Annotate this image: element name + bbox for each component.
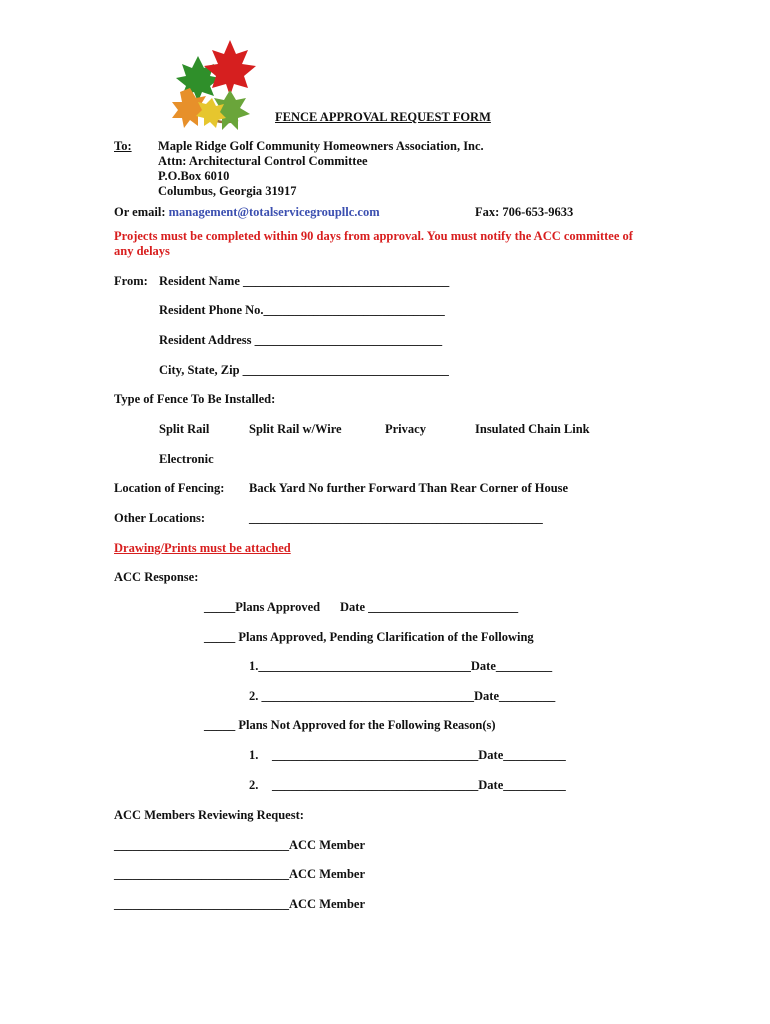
city-state-zip-field[interactable]: City, State, Zip _________________________________ xyxy=(159,363,449,377)
reason-2-field[interactable]: _________________________________Date__________ xyxy=(272,778,566,792)
resident-address-field[interactable]: Resident Address ______________________________ xyxy=(159,333,443,347)
fence-option-split-rail-wire[interactable]: Split Rail w/Wire xyxy=(249,422,342,436)
acc-member-signature-1[interactable]: ____________________________ACC Member xyxy=(114,838,366,852)
fence-option-privacy[interactable]: Privacy xyxy=(385,422,426,436)
other-locations-field[interactable]: _______________________________________________ xyxy=(249,511,543,525)
location-value: Back Yard No further Forward Than Rear Corner of House xyxy=(249,481,569,495)
notice-line-2: any delays xyxy=(114,244,170,258)
not-approved-field[interactable]: _____ Plans Not Approved for the Following Reason(s) xyxy=(204,718,496,732)
email-link[interactable]: management@totalservicegroupllc.com xyxy=(168,205,380,219)
reason-2-number: 2. xyxy=(249,778,259,792)
location-label: Location of Fencing: xyxy=(114,481,225,495)
resident-name-field[interactable]: Resident Name _________________________________ xyxy=(159,274,450,288)
acc-member-signature-2[interactable]: ____________________________ACC Member xyxy=(114,867,366,881)
reason-1-field[interactable]: _________________________________Date__________ xyxy=(272,748,566,762)
approved-date-field[interactable]: Date ________________________ xyxy=(340,600,519,614)
pending-item-2[interactable]: 2. __________________________________Date_________ xyxy=(249,689,556,703)
email-line xyxy=(114,205,380,220)
maple-leaves-logo xyxy=(168,38,268,138)
to-label: To: xyxy=(114,139,132,153)
reason-1-number: 1. xyxy=(249,748,259,762)
address-line-1: Maple Ridge Golf Community Homeowners Association, Inc. xyxy=(158,139,484,153)
notice-line-1: Projects must be completed within 90 days from approval. You must notify the ACC committee of xyxy=(114,229,633,243)
fence-option-chain-link[interactable]: Insulated Chain Link xyxy=(475,422,590,436)
email-label: Or email: xyxy=(114,205,169,219)
address-line-2: Attn: Architectural Control Committee xyxy=(158,154,368,168)
address-line-4: Columbus, Georgia 31917 xyxy=(158,184,297,198)
acc-members-label: ACC Members Reviewing Request: xyxy=(114,808,304,822)
from-label: From: xyxy=(114,274,148,288)
acc-member-signature-3[interactable]: ____________________________ACC Member xyxy=(114,897,366,911)
fax-number: Fax: 706-653-9633 xyxy=(475,205,574,219)
resident-phone-field[interactable]: Resident Phone No._____________________________ xyxy=(159,303,445,317)
acc-response-label: ACC Response: xyxy=(114,570,199,584)
pending-clarification-field[interactable]: _____ Plans Approved, Pending Clarification of the Following xyxy=(204,630,534,644)
drawing-notice: Drawing/Prints must be attached xyxy=(114,541,291,555)
address-line-3: P.O.Box 6010 xyxy=(158,169,230,183)
fence-option-electronic[interactable]: Electronic xyxy=(159,452,214,466)
form-title: FENCE APPROVAL REQUEST FORM xyxy=(275,110,491,124)
fence-type-label: Type of Fence To Be Installed: xyxy=(114,392,276,406)
pending-item-1[interactable]: 1.__________________________________Date_________ xyxy=(249,659,553,673)
other-locations-label: Other Locations: xyxy=(114,511,206,525)
plans-approved-field[interactable]: _____Plans Approved xyxy=(204,600,321,614)
fence-option-split-rail[interactable]: Split Rail xyxy=(159,422,210,436)
